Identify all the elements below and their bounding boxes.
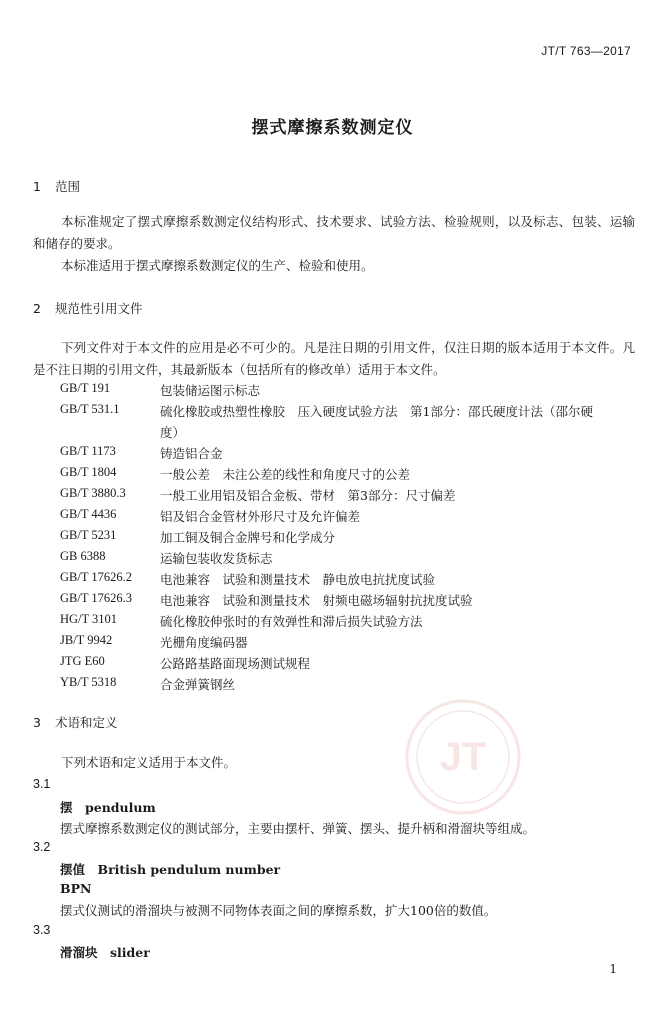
ref-code: GB/T 4436: [60, 507, 117, 521]
ref-code: GB/T 1173: [60, 444, 116, 458]
seal-text: JT: [439, 735, 487, 779]
term-name: 滑溜块 slider: [60, 945, 150, 960]
normative-intro: 下列文件对于本文件的应用是必不可少的。凡是注日期的引用文件，仅注日期的版本适用于本文件。凡是不注日期的引用文件，其最新版本（包括所有的修改单）适用于本文件。: [33, 340, 635, 377]
term-name: 摆值 British pendulum number: [60, 862, 281, 877]
ref-title-continuation: 度）: [160, 425, 186, 440]
ref-title: 一般公差 未注公差的线性和角度尺寸的公差: [160, 467, 411, 482]
section-number: 3: [33, 715, 41, 730]
ref-code: GB/T 3880.3: [60, 486, 126, 500]
ref-code: GB/T 1804: [60, 465, 117, 479]
section-title: 术语和定义: [55, 715, 118, 730]
document-code: JT/T 763—2017: [541, 44, 631, 58]
ref-title: 公路路基路面现场测试规程: [160, 656, 311, 671]
term-name: 摆 pendulum: [60, 800, 156, 815]
ref-title: 合金弹簧钢丝: [160, 677, 236, 692]
ref-code: GB/T 17626.2: [60, 570, 132, 584]
ref-title: 包装储运图示标志: [160, 383, 261, 398]
ref-title: 硫化橡胶伸张时的有效弹性和滞后损失试验方法: [160, 614, 423, 629]
term-number: 3.2: [33, 840, 51, 854]
section-title: 范围: [55, 179, 81, 194]
term-definition: 摆式摩擦系数测定仪的测试部分，主要由摆杆、弹簧、摆头、提升柄和滑溜块等组成。: [60, 821, 536, 836]
ref-title: 加工铜及铜合金牌号和化学成分: [160, 530, 336, 545]
section-number: 2: [33, 301, 41, 316]
ref-code: GB/T 191: [60, 381, 111, 395]
ref-code: JB/T 9942: [60, 633, 113, 647]
ref-title: 硫化橡胶或热塑性橡胶 压入硬度试验方法 第1部分：邵氏硬度计法（邵尔硬: [160, 404, 593, 419]
scope-paragraph-2: 本标准适用于摆式摩擦系数测定仪的生产、检验和使用。: [61, 258, 374, 273]
section-title: 规范性引用文件: [55, 301, 143, 316]
page-title: 摆式摩擦系数测定仪: [251, 118, 414, 138]
section-1-heading: [33, 177, 80, 195]
ref-title: 电池兼容 试验和测量技术 静电放电抗扰度试验: [160, 572, 436, 587]
ref-code: JTG E60: [60, 654, 105, 668]
term-abbreviation: BPN: [60, 881, 92, 896]
terms-intro: 下列术语和定义适用于本文件。: [61, 755, 237, 770]
ref-code: GB 6388: [60, 549, 106, 563]
section-3-heading: [33, 713, 118, 731]
section-number: 1: [33, 179, 41, 194]
term-definition: 摆式仪测试的滑溜块与被测不同物体表面之间的摩擦系数，扩大100倍的数值。: [60, 903, 497, 918]
ref-code: GB/T 531.1: [60, 402, 120, 416]
ref-code: HG/T 3101: [60, 612, 118, 626]
ref-code: GB/T 5231: [60, 528, 117, 542]
ref-title: 一般工业用铝及铝合金板、带材 第3部分：尺寸偏差: [160, 488, 456, 503]
term-number: 3.3: [33, 923, 51, 937]
ref-code: GB/T 17626.3: [60, 591, 132, 605]
term-number: 3.1: [33, 777, 51, 791]
scope-paragraph-1: 本标准规定了摆式摩擦系数测定仪结构形式、技术要求、试验方法、检验规则，以及标志、包装、运输和储存的要求。: [33, 214, 635, 251]
ref-title: 光栅角度编码器: [160, 635, 248, 650]
ref-title: 铸造铝合金: [160, 446, 223, 461]
ref-title: 运输包装收发货标志: [160, 551, 273, 566]
ref-title: 铝及铝合金管材外形尺寸及允许偏差: [160, 509, 361, 524]
page-number: 1: [609, 962, 617, 976]
ref-code: YB/T 5318: [60, 675, 117, 689]
section-2-heading: [33, 299, 143, 317]
ref-title: 电池兼容 试验和测量技术 射频电磁场辐射抗扰度试验: [160, 593, 473, 608]
